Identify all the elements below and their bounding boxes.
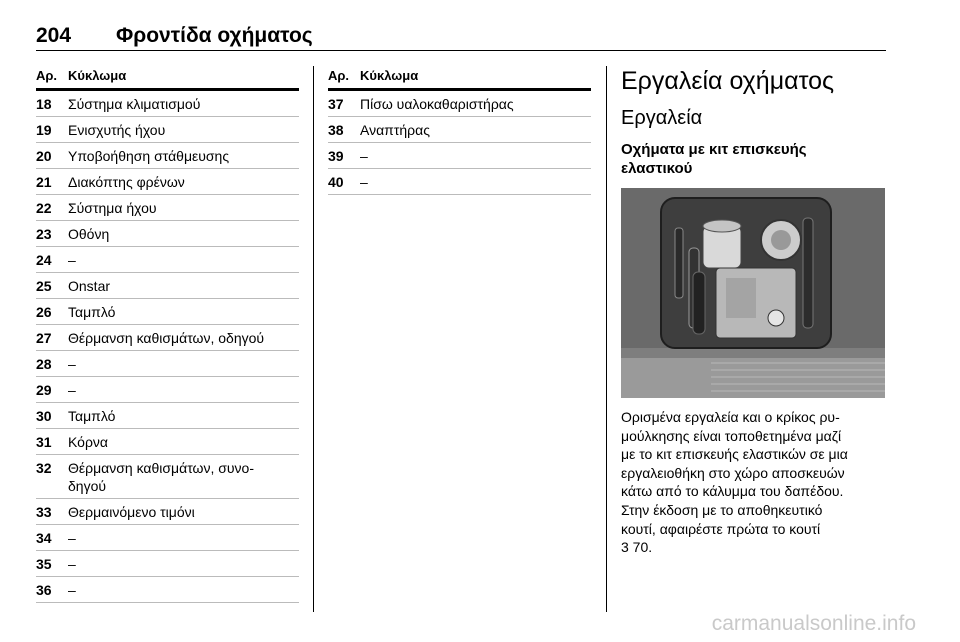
circuit-line: – — [68, 582, 76, 598]
fuse-number: 39 — [328, 148, 344, 164]
paragraph-line: κάτω από το κάλυμμα του δαπέδου. — [621, 483, 844, 500]
circuit-line: Ταμπλό — [68, 304, 116, 320]
circuit-name — [68, 329, 299, 347]
circuit-name — [68, 173, 299, 191]
circuit-line: – — [68, 556, 76, 572]
circuit-line: Κόρνα — [68, 434, 109, 450]
fuse-number: 29 — [36, 382, 52, 398]
fuse-number: 22 — [36, 200, 52, 216]
table-row — [36, 169, 299, 195]
column-divider — [606, 66, 607, 612]
table-row — [36, 429, 299, 455]
table-row — [36, 195, 299, 221]
fuse-number: 26 — [36, 304, 52, 320]
table-row — [36, 499, 299, 525]
circuit-line: Θέρμανση καθισμάτων, οδηγού — [68, 330, 265, 346]
circuit-name — [68, 433, 299, 451]
table-row — [36, 247, 299, 273]
page-reference-link[interactable]: 3 70. — [621, 539, 653, 556]
fuse-number: 24 — [36, 252, 52, 268]
fuse-number: 31 — [36, 434, 52, 450]
table-row — [36, 273, 299, 299]
circuit-name — [68, 503, 299, 521]
circuit-line: Σύστημα κλιματισμού — [68, 96, 201, 112]
circuit-name — [68, 529, 299, 547]
fuse-number: 28 — [36, 356, 52, 372]
circuit-line: Θερμαινόμενο τιμόνι — [68, 504, 195, 520]
circuit-line: – — [68, 252, 76, 268]
tool-kit-description — [621, 408, 885, 557]
circuit-name — [68, 95, 299, 113]
table-row — [36, 221, 299, 247]
fuse-number: 34 — [36, 530, 52, 546]
fuse-number: 37 — [328, 96, 344, 112]
fuse-number: 25 — [36, 278, 52, 294]
circuit-line: Αναπτήρας — [360, 122, 430, 138]
circuit-line: Υποβοήθηση στάθμευσης — [68, 148, 230, 164]
paragraph-line: Στην έκδοση με το αποθηκευτικό — [621, 501, 823, 518]
fuse-number: 33 — [36, 504, 52, 520]
column-header-number: Αρ. — [36, 68, 58, 83]
fuse-number: 27 — [36, 330, 52, 346]
table-header — [36, 66, 299, 88]
paragraph-line: μούλκησης είναι τοποθετημένα μαζί — [621, 427, 842, 444]
circuit-name — [68, 303, 299, 321]
table-row — [36, 91, 299, 117]
fuse-table-left — [36, 66, 299, 603]
tool-kit-photo — [621, 188, 885, 398]
circuit-name — [360, 173, 591, 191]
fuse-number: 23 — [36, 226, 52, 242]
circuit-line: δηγού — [68, 478, 107, 494]
table-row — [36, 143, 299, 169]
circuit-line: Ταμπλό — [68, 408, 116, 424]
table-row — [36, 525, 299, 551]
fuse-number: 30 — [36, 408, 52, 424]
table-row — [328, 143, 591, 169]
table-row — [36, 577, 299, 603]
circuit-line: Οθόνη — [68, 226, 110, 242]
circuit-name — [68, 581, 299, 599]
circuit-line: – — [68, 356, 76, 372]
page-title: Φροντίδα οχήματος — [116, 24, 313, 47]
circuit-line: – — [360, 174, 368, 190]
fuse-table-right — [328, 66, 591, 195]
column-header-circuit: Κύκλωμα — [360, 68, 419, 83]
circuit-name — [68, 355, 299, 373]
circuit-name — [68, 147, 299, 165]
fuse-number: 35 — [36, 556, 52, 572]
page-number: 204 — [36, 24, 72, 47]
paragraph-line: Ορισμένα εργαλεία και ο κρίκος ρυ- — [621, 409, 840, 425]
fuse-number: 21 — [36, 174, 52, 190]
table-row — [328, 91, 591, 117]
fuse-number: 18 — [36, 96, 52, 112]
section-title: Εργαλεία οχήματος — [621, 67, 835, 95]
circuit-name — [68, 381, 299, 399]
circuit-name — [360, 121, 591, 139]
circuit-name — [68, 407, 299, 425]
circuit-name — [68, 555, 299, 573]
paragraph-line: με το κιτ επισκευής ελαστικών σε μια — [621, 446, 848, 463]
circuit-line: – — [68, 382, 76, 398]
table-header — [328, 66, 591, 88]
table-row — [36, 377, 299, 403]
paragraph-line: κουτί, αφαιρέστε πρώτα το κουτί — [621, 520, 821, 537]
vehicle-tools-section — [621, 66, 885, 557]
subsection-heading — [621, 140, 885, 178]
fuse-number: 40 — [328, 174, 344, 190]
heading-line: Οχήματα με κιτ επισκευής — [621, 141, 807, 158]
circuit-line: Onstar — [68, 278, 111, 294]
table-row — [36, 551, 299, 577]
table-row — [36, 455, 299, 499]
table-row — [328, 169, 591, 195]
circuit-name — [360, 147, 591, 165]
fuse-number: 32 — [36, 460, 52, 476]
table-row — [36, 351, 299, 377]
circuit-name — [68, 225, 299, 243]
table-row — [36, 117, 299, 143]
circuit-name — [360, 95, 591, 113]
table-row — [36, 325, 299, 351]
circuit-line: Σύστημα ήχου — [68, 200, 157, 216]
paragraph-line: εργαλειοθήκη στο χώρο αποσκευών — [621, 464, 845, 481]
fuse-number: 19 — [36, 122, 52, 138]
circuit-name — [68, 121, 299, 139]
header-divider — [36, 50, 886, 51]
column-header-number: Αρ. — [328, 68, 350, 83]
circuit-name — [68, 277, 299, 295]
circuit-line: – — [68, 530, 76, 546]
table-row — [328, 117, 591, 143]
section-subtitle: Εργαλεία — [621, 107, 703, 129]
fuse-number: 38 — [328, 122, 344, 138]
table-row — [36, 403, 299, 429]
watermark: carmanualsonline.info — [711, 612, 916, 635]
column-divider — [313, 66, 314, 612]
fuse-number: 20 — [36, 148, 52, 164]
heading-line: ελαστικού — [621, 160, 693, 177]
circuit-line: – — [360, 148, 368, 164]
table-row — [36, 299, 299, 325]
circuit-line: Ενισχυτής ήχου — [68, 122, 166, 138]
circuit-line: Θέρμανση καθισμάτων, συνο- — [68, 460, 254, 476]
circuit-name — [68, 199, 299, 217]
fuse-number: 36 — [36, 582, 52, 598]
column-header-circuit: Κύκλωμα — [68, 68, 127, 83]
circuit-name — [68, 251, 299, 269]
circuit-line: Πίσω υαλοκαθαριστήρας — [360, 96, 514, 112]
circuit-name — [68, 459, 299, 495]
circuit-line: Διακόπτης φρένων — [68, 174, 185, 190]
